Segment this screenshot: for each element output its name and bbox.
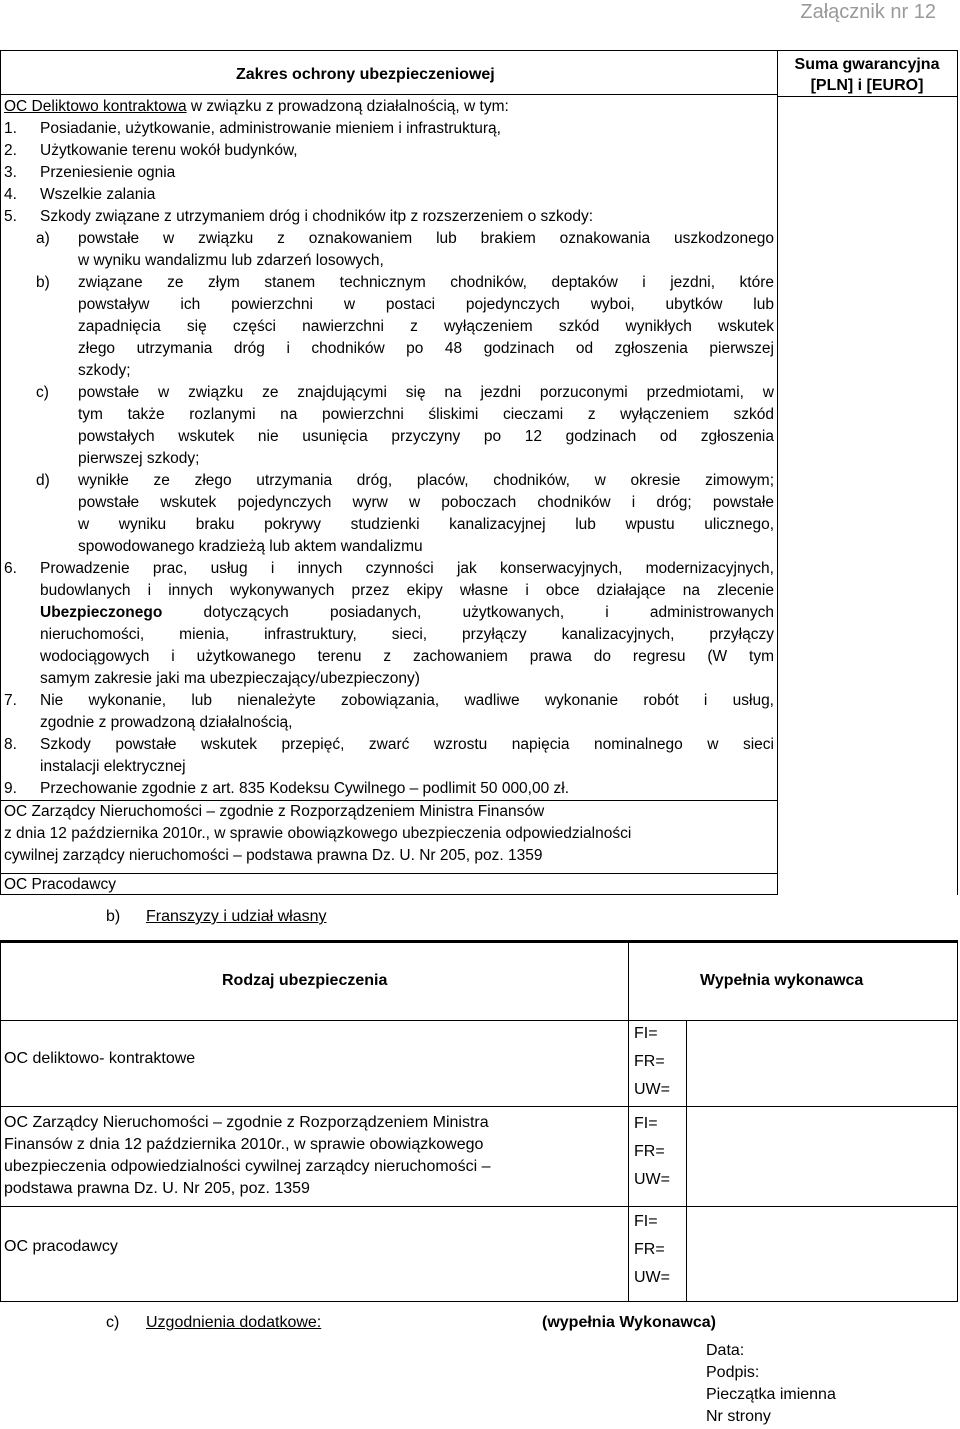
item-number: 7. xyxy=(4,692,17,709)
sub-line: wynikłe ze złego utrzymania dróg, placów, chodników, w okresie zimowym; xyxy=(78,472,774,489)
item-line: wodociągowych i użytkowanego terenu z zachowaniem prawa do regresu (W tym xyxy=(40,648,774,665)
code-fr: FR= xyxy=(634,1143,665,1160)
sub-item-b xyxy=(4,272,774,382)
item-number: 5. xyxy=(4,208,17,225)
deductibles-row-divider xyxy=(0,1206,958,1207)
deductibles-table xyxy=(0,940,958,1302)
intro-underlined: OC Deliktowo kontraktowa xyxy=(4,98,187,115)
code-uw: UW= xyxy=(634,1171,670,1188)
row-name: OC deliktowo- kontraktowe xyxy=(4,1050,196,1067)
row-name: Finansów z dnia 12 października 2010r., w sprawie obowiązkowego xyxy=(4,1136,484,1153)
deductibles-top-rule xyxy=(0,940,958,943)
sub-line: powstałe w związku z oznakowaniem lub brakiem oznakowania uszkodzonego xyxy=(78,230,774,247)
sign-stamp: Pieczątka imienna xyxy=(706,1386,836,1403)
sub-line: pierwszej szkody; xyxy=(78,450,200,467)
oc-pracodawcy-text: OC Pracodawcy xyxy=(4,876,116,893)
item-text: Posiadanie, użytkowanie, administrowanie mieniem i infrastrukturą, xyxy=(40,120,501,137)
intro-text: w związku z prowadzoną działalnością, w tym: xyxy=(186,98,509,115)
row-name: podstawa prawna Dz. U. Nr 205, poz. 1359 xyxy=(4,1180,310,1197)
sub-line: w wyniku wandalizmu lub zdarzeń losowych, xyxy=(78,252,384,269)
header-divider xyxy=(0,94,778,95)
row-name: ubezpieczenia odpowiedzialności cywilnej zarządcy nieruchomości – xyxy=(4,1158,491,1175)
sign-date: Data: xyxy=(706,1342,745,1359)
sign-signature: Podpis: xyxy=(706,1364,760,1381)
sub-line: spowodowanego kradzieżą lub aktem wandalizmu xyxy=(78,538,423,555)
sum-header-line-2: [PLN] i [EURO] xyxy=(810,77,924,94)
row-name: OC pracodawcy xyxy=(4,1238,118,1255)
coverage-table xyxy=(0,50,958,895)
item-line-rest: dotyczących posiadanych, użytkowanych, i administrowanych xyxy=(162,604,774,621)
attachment-number: Załącznik nr 12 xyxy=(800,1,936,23)
item-text: Wszelkie zalania xyxy=(40,186,156,203)
sub-line: związane ze złym stanem technicznym chodników, deptaków i jezdni, które xyxy=(78,274,774,291)
sub-letter: c) xyxy=(36,384,49,401)
sub-line: powstałe wskutek pojedynczych wyrw w poboczach chodników i dróg; powstałe xyxy=(78,494,774,511)
insured-bold: Ubezpieczonego xyxy=(40,604,163,621)
row-oc-deliktowo xyxy=(4,1048,195,1070)
item-line xyxy=(40,602,774,624)
item-number: 3. xyxy=(4,164,17,181)
sub-letter: b) xyxy=(36,274,50,291)
sub-line: powstałych wskutek nie usunięcia przyczyny po 12 godzinach od zgłoszenia xyxy=(78,428,774,445)
item-8 xyxy=(4,734,774,778)
code-uw: UW= xyxy=(634,1081,670,1098)
item-number: 8. xyxy=(4,736,17,753)
sub-line: złego utrzymania dróg i chodników po 48 godzinach od zgłoszenia pierwszej xyxy=(78,340,774,357)
sub-letter: d) xyxy=(36,472,50,489)
col-header-contractor: Wypełnia wykonawca xyxy=(700,972,864,989)
sub-line: powstałe w związku ze znajdującymi się na jezdni porzuconymi przedmiotami, w xyxy=(78,384,774,401)
section-c-title: Uzgodnienia dodatkowe: xyxy=(146,1314,322,1331)
oc-zarzadcy-line: OC Zarządcy Nieruchomości – zgodnie z Rozporządzeniem Ministra Finansów xyxy=(4,803,545,820)
coverage-title: Zakres ochrony ubezpieczeniowej xyxy=(236,66,495,83)
coverage-body xyxy=(4,96,774,800)
item-number: 6. xyxy=(4,560,17,577)
row-name: OC Zarządcy Nieruchomości – zgodnie z Rozporządzeniem Ministra xyxy=(4,1114,489,1131)
table-border-top xyxy=(0,50,958,51)
filled-by-contractor: (wypełnia Wykonawca) xyxy=(542,1314,716,1331)
item-line: Prowadzenie prac, usług i innych czynności jak konserwacyjnych, modernizacyjnych, xyxy=(40,560,774,577)
table-border-right xyxy=(957,50,958,895)
item-6 xyxy=(4,558,774,690)
item-line: instalacji elektrycznej xyxy=(40,758,186,775)
item-1 xyxy=(4,118,774,140)
row-oc-zarzadcy xyxy=(4,1112,490,1200)
code-fr: FR= xyxy=(634,1053,665,1070)
sub-line: zapadnięcia się części nawierzchni z wyłączeniem szkód wynikłych wskutek xyxy=(78,318,774,335)
deductibles-value-divider xyxy=(686,1020,687,1302)
item-line: Szkody powstałe wskutek przepięć, zwarć wzrostu napięcia nominalnego w sieci xyxy=(40,736,774,753)
code-fi: FI= xyxy=(634,1213,658,1230)
item-line: zgodnie z prowadzoną działalnością, xyxy=(40,714,293,731)
item-2 xyxy=(4,140,774,162)
oc-rows xyxy=(0,800,778,898)
item-line: budowlanych i innych wykonywanych przez ekipy własne i obce działające na zlecenie xyxy=(40,582,774,599)
oc-zarzadcy-line: cywilnej zarządcy nieruchomości – podstawa prawna Dz. U. Nr 205, poz. 1359 xyxy=(4,847,543,864)
item-number: 1. xyxy=(4,120,17,137)
sub-item-a xyxy=(4,228,774,272)
section-b-label: b) xyxy=(106,908,121,925)
code-fi: FI= xyxy=(634,1025,658,1042)
table-column-divider xyxy=(777,50,778,895)
code-fi: FI= xyxy=(634,1115,658,1132)
item-4 xyxy=(4,184,774,206)
row-2-codes xyxy=(634,1110,670,1194)
sub-line: tym także rozlanymi na powierzchni śliskimi cieczami z wyłączeniem szkód xyxy=(78,406,774,423)
section-c-label: c) xyxy=(106,1314,120,1331)
item-3 xyxy=(4,162,774,184)
item-text: Przechowanie zgodnie z art. 835 Kodeksu Cywilnego – podlimit 50 000,00 zł. xyxy=(40,780,570,797)
item-line: Nie wykonanie, lub nienależyte zobowiązania, wadliwe wykonanie robót i usług, xyxy=(40,692,774,709)
row-1-codes xyxy=(634,1020,670,1104)
oc-zarzadcy-line: z dnia 12 października 2010r., w sprawie obowiązkowego ubezpieczenia odpowiedzialności xyxy=(4,825,632,842)
oc-pracodawcy-row xyxy=(0,873,778,898)
sum-header-line-1: Suma gwarancyjna xyxy=(794,56,940,73)
sub-line: szkody; xyxy=(78,362,131,379)
sub-line: w wyniku braku pokrywy studzienki kanalizacyjnej lub wpustu ulicznego, xyxy=(78,516,774,533)
sub-line: powstaływ ich powierzchni w postaci pojedynczych wyboi, ubytków lub xyxy=(78,296,774,313)
item-9 xyxy=(4,778,774,800)
deductibles-col-divider xyxy=(628,940,629,1302)
sum-header-divider xyxy=(778,96,958,97)
table-border-left xyxy=(0,50,1,895)
deductibles-header-divider xyxy=(0,1020,958,1021)
sign-page-number: Nr strony xyxy=(706,1408,771,1425)
item-text: Przeniesienie ognia xyxy=(40,164,176,181)
row-3-codes xyxy=(634,1208,670,1292)
code-uw: UW= xyxy=(634,1269,670,1286)
item-line: nieruchomości, mienia, infrastruktury, sieci, przyłączy kanalizacyjnych, przyłączy xyxy=(40,626,774,643)
intro-line xyxy=(4,96,774,118)
code-fr: FR= xyxy=(634,1241,665,1258)
sub-letter: a) xyxy=(36,230,50,247)
sub-item-d xyxy=(4,470,774,558)
section-c-heading xyxy=(106,1312,321,1334)
item-number: 2. xyxy=(4,142,17,159)
section-b-title: Franszyzy i udział własny xyxy=(146,908,327,925)
item-text: Szkody związane z utrzymaniem dróg i chodników itp z rozszerzeniem o szkody: xyxy=(40,208,594,225)
item-text: Użytkowanie terenu wokół budynków, xyxy=(40,142,298,159)
col-header-type: Rodzaj ubezpieczenia xyxy=(222,972,388,989)
deductibles-row-divider xyxy=(0,1106,958,1107)
sum-header xyxy=(778,54,956,96)
signature-block xyxy=(706,1340,836,1428)
item-7 xyxy=(4,690,774,734)
item-5 xyxy=(4,206,774,228)
row-oc-pracodawcy xyxy=(4,1236,118,1258)
item-number: 4. xyxy=(4,186,17,203)
item-line: samym zakresie jaki ma ubezpieczający/ubezpieczony) xyxy=(40,670,420,687)
oc-zarzadcy-row xyxy=(0,800,778,873)
section-b-heading xyxy=(106,906,327,928)
sub-item-c xyxy=(4,382,774,470)
item-number: 9. xyxy=(4,780,17,797)
